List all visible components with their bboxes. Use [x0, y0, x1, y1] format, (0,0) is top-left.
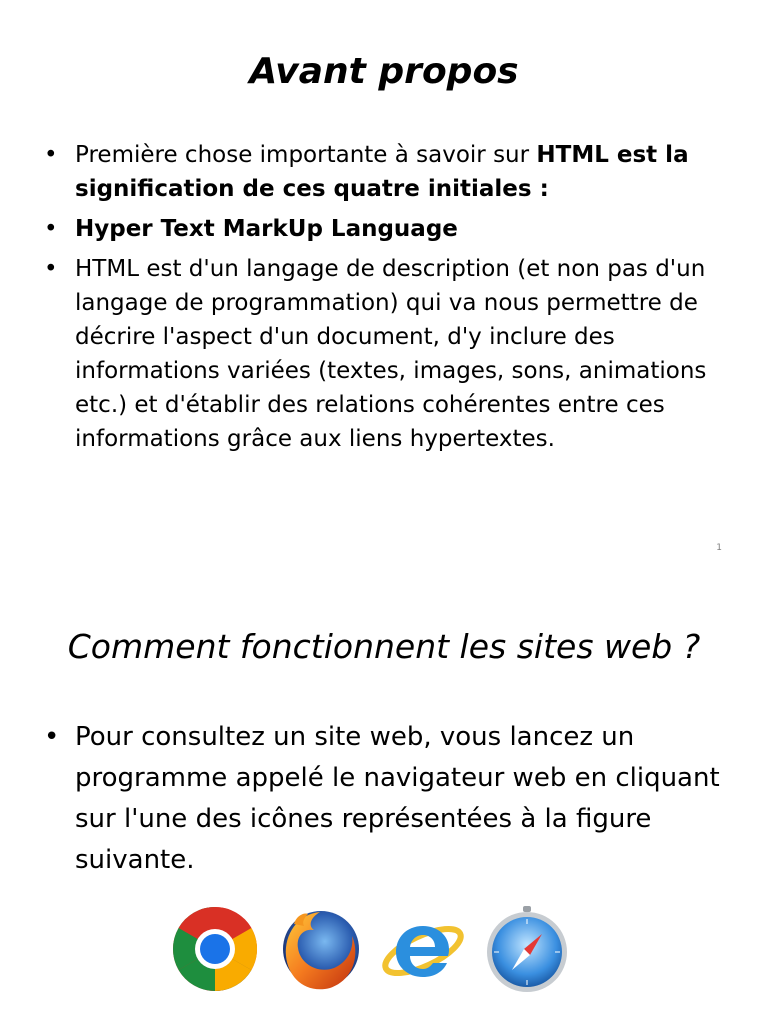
bullet-list [44, 717, 734, 887]
bullet-marker: • [44, 216, 58, 242]
safari-icon [482, 904, 572, 994]
browser-icons-row [170, 904, 572, 994]
bullet-item [44, 138, 734, 206]
bullet-marker: • [44, 142, 58, 168]
bullet-item [44, 717, 734, 881]
internet-explorer-icon [378, 904, 468, 994]
chrome-icon [170, 904, 260, 994]
bullet-text: Pour consultez un site web, vous lancez un programme appelé le navigateur web en cliquant sur l'une des icônes représentées à la figure suivante. [75, 722, 720, 875]
bullet-marker: • [44, 256, 58, 282]
slide-title: Comment fonctionnent les sites web ? [67, 627, 701, 666]
bullet-item [44, 212, 734, 246]
bullet-item [44, 252, 734, 456]
bullet-marker: • [44, 722, 60, 752]
slide-2 [0, 572, 768, 1024]
bullet-text-bold: Hyper Text MarkUp Language [75, 216, 458, 242]
bullet-text: Première chose importante à savoir sur [75, 142, 537, 168]
firefox-icon [274, 904, 364, 994]
bullet-text-bold: HTML est la signification de ces quatre initiales : [75, 142, 689, 202]
slide-number: 1 [716, 543, 722, 553]
bullet-text: HTML est d'un langage de description (et non pas d'un langage de programmation) qui va nous permettre de décrire l'aspect d'un document, d'y inclure des informations variées (textes, images, sons, animations etc.) et d'établir des relations cohérentes entre ces informations grâce aux liens hypertextes. [75, 256, 707, 452]
slide-title: Avant propos [249, 51, 519, 92]
bullet-list [44, 138, 734, 462]
